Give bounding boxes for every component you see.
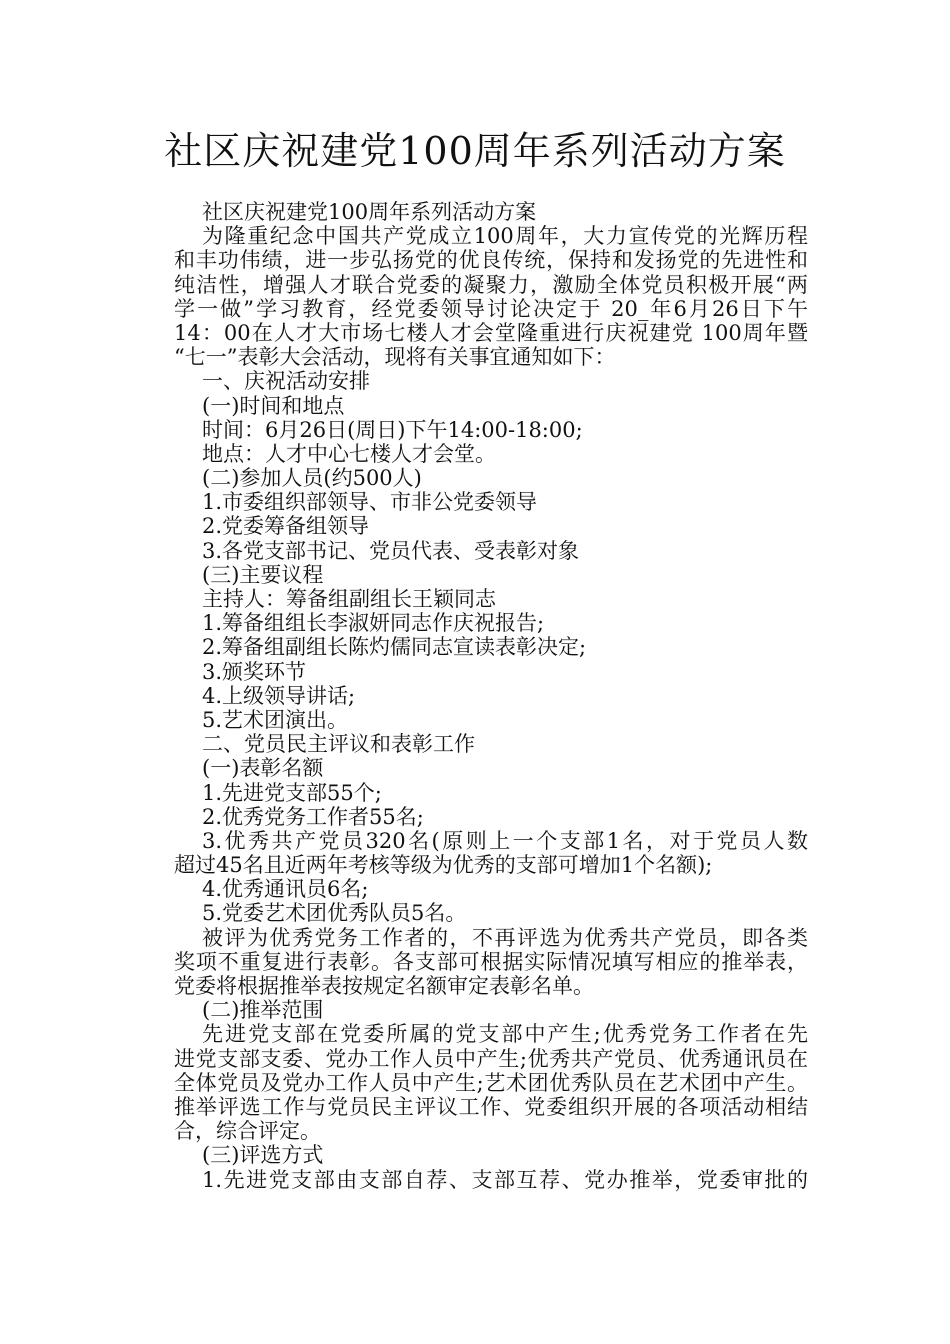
document-line: 4.上级领导讲话; [202,683,356,708]
document-line: 推举评选工作与党员民主评议工作、党委组织开展的各项活动相结 [174,1094,808,1119]
document-line: 地点：人才中心七楼人才会堂。 [202,441,496,466]
document-line: 进党支部支委、党办工作人员中产生;优秀共产党员、优秀通讯员在 [174,1046,808,1071]
document-line: 3.优秀共产党员320名(原则上一个支部1名，对于党员人数 [202,828,808,853]
document-line: 时间：6月26日(周日)下午14:00-18:00; [202,417,583,442]
document-line: 1.先进党支部由支部自荐、支部互荐、党办推举，党委审批的 [202,1167,808,1192]
document-line: 社区庆祝建党100周年系列活动方案 [202,200,537,224]
document-line: 被评为优秀党务工作者的，不再评选为优秀共产党员，即各类 [202,925,808,950]
document-line: 奖项不重复进行表彰。各支部可根据实际情况填写相应的推举表， [174,949,808,974]
document-title: 社区庆祝建党100周年系列活动方案 [164,129,786,173]
document-line: 全体党员及党办工作人员中产生;艺术团优秀队员在艺术团中产生。 [174,1070,808,1095]
document-line: 为隆重纪念中国共产党成立100周年，大力宣传党的光辉历程 [202,224,808,249]
document-line: 党委将根据推举表按规定名额审定表彰名单。 [174,974,594,998]
document-line: 2.党委筹备组领导 [202,514,370,539]
document-line: 超过45名且近两年考核等级为优秀的支部可增加1个名额); [174,853,713,878]
document-line: 二、党员民主评议和表彰工作 [202,732,475,757]
document-line: 4.优秀通讯员6名; [202,877,369,902]
document-line: 合，综合评定。 [174,1119,321,1144]
document-line: (三)评选方式 [202,1143,324,1168]
document-line: 学一做”学习教育，经党委领导讨论决定于 20_年6月26日下午 [174,296,808,321]
document-line: 先进党支部在党委所属的党支部中产生;优秀党务工作者在先 [202,1022,808,1047]
document-line: 一、庆祝活动安排 [202,369,370,394]
document-line: 5.艺术团演出。 [202,707,349,732]
document-line: (一)时间和地点 [202,393,345,418]
document-line: 1.市委组织部领导、市非公党委领导 [202,490,538,515]
document-line: 14：00在人才大市场七楼人才会堂隆重进行庆祝建党 100周年暨 [174,320,808,345]
document-body [174,200,808,1192]
document-line: 和丰功伟绩，进一步弘扬党的优良传统，保持和发扬党的先进性和 [174,248,808,273]
document-line: 3.各党支部书记、党员代表、受表彰对象 [202,538,580,563]
document-line: (二)参加人员(约500人) [202,466,422,491]
document-line: 2.筹备组副组长陈灼儒同志宣读表彰决定; [202,635,587,660]
document-line: (一)表彰名额 [202,756,324,781]
document-line: 1.筹备组组长李淑妍同志作庆祝报告; [202,611,545,636]
document-line: 3.颁奖环节 [202,659,307,684]
document-line: 纯洁性，增强人才联合党委的凝聚力，激励全体党员积极开展“两 [174,272,808,297]
document-line: 5.党委艺术团优秀队员5名。 [202,901,467,926]
document-line: 1.先进党支部55个; [202,780,382,805]
document-line: 2.优秀党务工作者55名; [202,804,424,829]
document-line: (二)推举范围 [202,998,324,1023]
document-line: 主持人：筹备组副组长王颖同志 [202,587,496,611]
document-line: (三)主要议程 [202,562,324,587]
document-line: “七一”表彰大会活动，现将有关事宜通知如下： [174,345,616,370]
